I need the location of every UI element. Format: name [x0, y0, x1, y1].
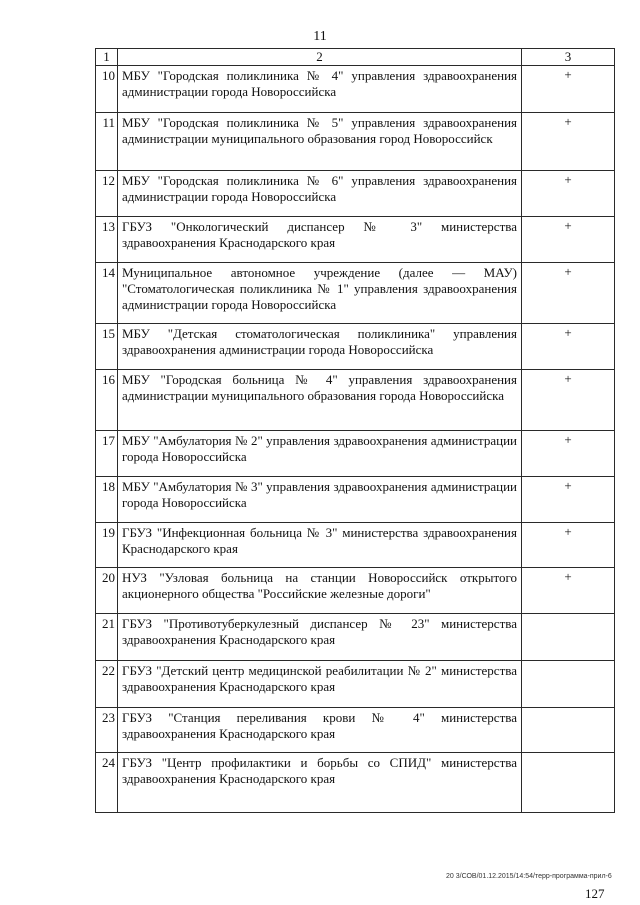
institution-name: ГБУЗ "Центр профилактики и борьбы со СПИД" министерства здравоохранения Краснодарского края	[118, 753, 522, 813]
institution-name: МБУ "Амбулатория № 3" управления здравоохранения администрации города Новороссийска	[118, 477, 522, 523]
row-number: 21	[96, 614, 118, 661]
row-number: 10	[96, 66, 118, 113]
table-row	[96, 708, 615, 753]
institution-name: ГБУЗ "Станция переливания крови № 4" министерства здравоохранения Краснодарского края	[118, 708, 522, 753]
participation-mark: +	[522, 477, 615, 523]
row-number: 22	[96, 661, 118, 708]
institution-name: МБУ "Городская поликлиника № 4" управления здравоохранения администрации города Новороссийска	[118, 66, 522, 113]
participation-mark: +	[522, 263, 615, 324]
institution-name: МБУ "Амбулатория № 2" управления здравоохранения администрации города Новороссийска	[118, 431, 522, 477]
participation-mark: +	[522, 523, 615, 568]
row-number: 16	[96, 370, 118, 431]
institution-name: ГБУЗ "Инфекционная больница № 3" министерства здравоохранения Краснодарского края	[118, 523, 522, 568]
table-header-row	[96, 49, 615, 66]
header-col-2: 2	[118, 49, 522, 66]
participation-mark: +	[522, 113, 615, 171]
participation-mark: +	[522, 431, 615, 477]
row-number: 15	[96, 324, 118, 370]
table-row	[96, 370, 615, 431]
participation-mark	[522, 753, 615, 813]
institution-name: ГБУЗ "Детский центр медицинской реабилитации № 2" министерства здравоохранения Краснодарского края	[118, 661, 522, 708]
table-row	[96, 568, 615, 614]
table-row	[96, 753, 615, 813]
institution-name: НУЗ "Узловая больница на станции Новороссийск открытого акционерного общества "Российские железные дороги"	[118, 568, 522, 614]
table-row	[96, 661, 615, 708]
table-row	[96, 523, 615, 568]
table-row	[96, 171, 615, 217]
header-col-1: 1	[96, 49, 118, 66]
institution-name: МБУ "Городская больница № 4" управления здравоохранения администрации муниципального образования города Новороссийска	[118, 370, 522, 431]
institution-name: МБУ "Детская стоматологическая поликлиника" управления здравоохранения администрации города Новороссийска	[118, 324, 522, 370]
table-row	[96, 217, 615, 263]
row-number: 19	[96, 523, 118, 568]
row-number: 13	[96, 217, 118, 263]
row-number: 24	[96, 753, 118, 813]
row-number: 11	[96, 113, 118, 171]
table-row	[96, 431, 615, 477]
participation-mark: +	[522, 217, 615, 263]
document-table	[95, 48, 615, 813]
table-row	[96, 324, 615, 370]
table-row	[96, 113, 615, 171]
table-row	[96, 477, 615, 523]
page-number-top: 11	[313, 29, 327, 44]
row-number: 12	[96, 171, 118, 217]
row-number: 17	[96, 431, 118, 477]
participation-mark	[522, 661, 615, 708]
institution-name: МБУ "Городская поликлиника № 6" управления здравоохранения администрации города Новороссийска	[118, 171, 522, 217]
table-row	[96, 614, 615, 661]
header-col-3: 3	[522, 49, 615, 66]
participation-mark: +	[522, 370, 615, 431]
footer-document-code: 20 3/СОВ/01.12.2015/14:54/терр-программа-прил-6	[446, 873, 612, 880]
participation-mark: +	[522, 66, 615, 113]
row-number: 18	[96, 477, 118, 523]
row-number: 23	[96, 708, 118, 753]
institution-name: ГБУЗ "Онкологический диспансер № 3" министерства здравоохранения Краснодарского края	[118, 217, 522, 263]
row-number: 20	[96, 568, 118, 614]
participation-mark: +	[522, 171, 615, 217]
participation-mark: +	[522, 568, 615, 614]
participation-mark	[522, 708, 615, 753]
row-number: 14	[96, 263, 118, 324]
table-row	[96, 66, 615, 113]
institution-name: ГБУЗ "Противотуберкулезный диспансер № 23" министерства здравоохранения Краснодарского края	[118, 614, 522, 661]
institution-name: МБУ "Городская поликлиника № 5" управления здравоохранения администрации муниципального образования город Новороссийск	[118, 113, 522, 171]
participation-mark: +	[522, 324, 615, 370]
table-row	[96, 263, 615, 324]
institution-name: Муниципальное автономное учреждение (далее — МАУ) "Стоматологическая поликлиника № 1" управления здравоохранения администрации города Новороссийска	[118, 263, 522, 324]
participation-mark	[522, 614, 615, 661]
page-number-bottom: 127	[585, 886, 605, 901]
